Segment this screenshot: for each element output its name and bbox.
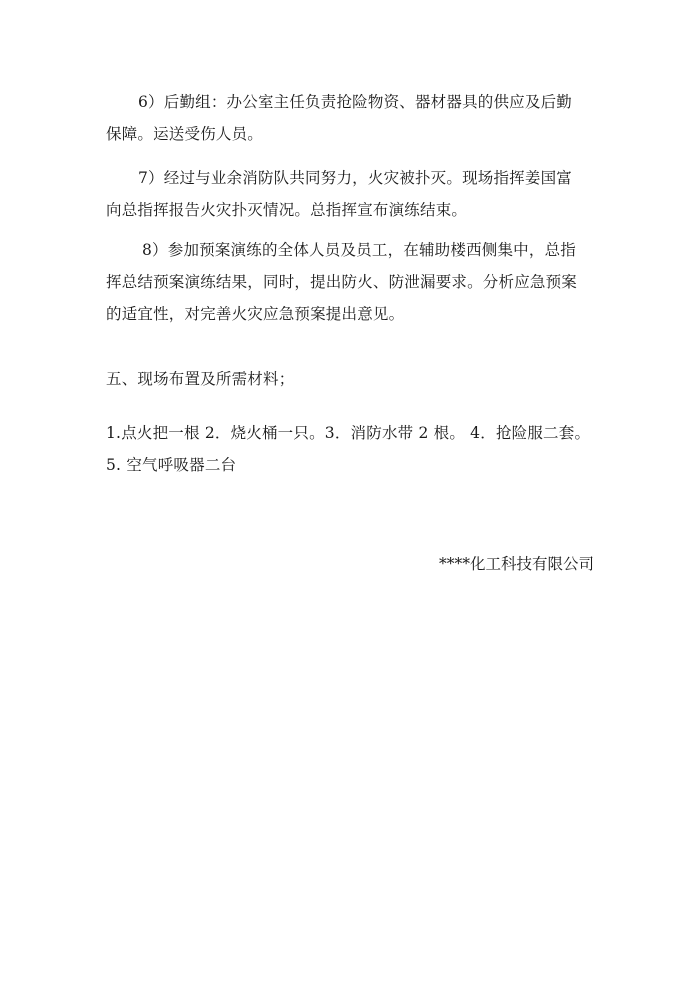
company-signature: ****化工科技有限公司	[438, 555, 594, 573]
item-6-line-2: 保障。运送受伤人员。	[106, 125, 264, 143]
section-5-heading-block	[106, 363, 606, 395]
section-5-heading: 五、现场布置及所需材料；	[106, 370, 295, 388]
materials-list	[106, 417, 606, 481]
item-8-line-3: 的适宜性，对完善火灾应急预案提出意见。	[106, 305, 405, 323]
item-7-line-2: 向总指挥报告火灾扑灭情况。总指挥宣布演练结束。	[106, 201, 468, 219]
paragraph-item-6	[106, 86, 606, 150]
materials-line-2: 5. 空气呼吸器二台	[106, 456, 237, 474]
item-8-line-1: 8）参加预案演练的全体人员及员工，在辅助楼西侧集中，总指	[142, 241, 576, 259]
item-6-line-1: 6）后勤组：办公室主任负责抢险物资、器材器具的供应及后勤	[138, 93, 572, 111]
materials-line-1: 1.点火把一根 2．烧火桶一只。3．消防水带 2 根。 4．抢险服二套。	[106, 424, 591, 442]
paragraph-item-7	[106, 162, 606, 226]
item-8-line-2: 挥总结预案演练结果，同时，提出防火、防泄漏要求。分析应急预案	[106, 273, 578, 291]
paragraph-item-8	[106, 234, 606, 330]
item-7-line-1: 7）经过与业余消防队共同努力，火灾被扑灭。现场指挥姜国富	[138, 169, 572, 187]
